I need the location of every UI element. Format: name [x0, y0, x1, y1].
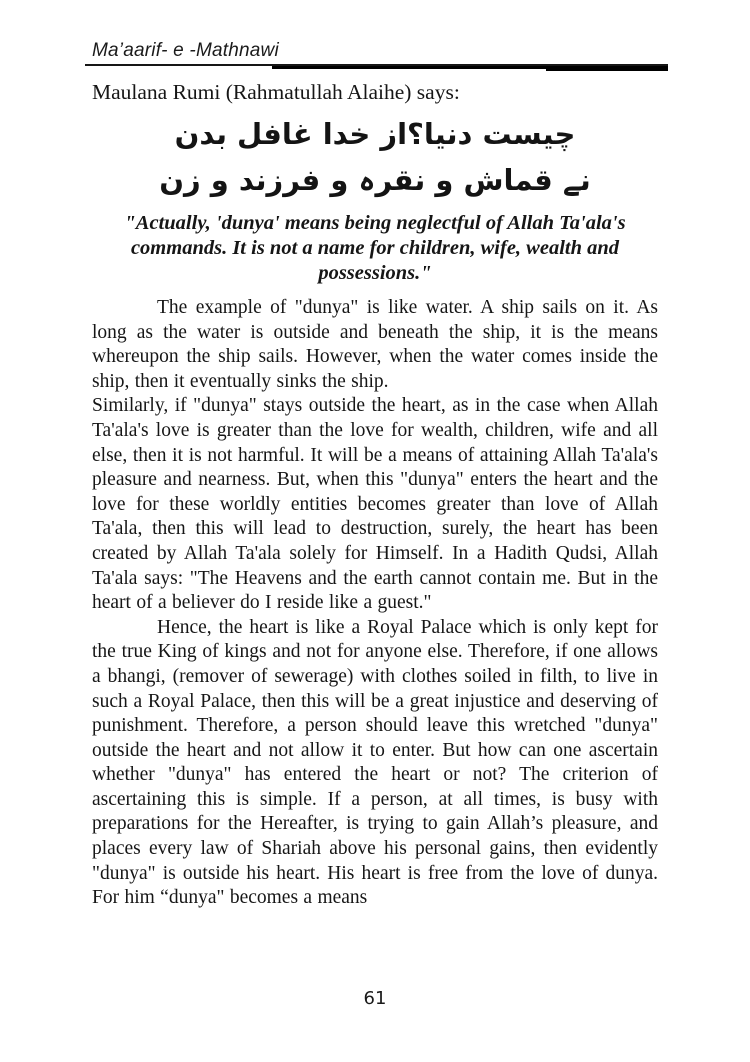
persian-verse-line-1: چیست دنیا؟از خدا غافل بدن — [174, 117, 576, 151]
intro-line: Maulana Rumi (Rahmatullah Alaihe) says: — [92, 80, 460, 104]
body-paragraph-1: The example of "dunya" is like water. A ship sails on it. As long as the water is outside and beneath the ship, it is the means whereupon the ship sails. However, when the water comes inside the ship, then it eventually sinks the ship. — [92, 297, 658, 392]
body-paragraph-2: Similarly, if "dunya" stays outside the heart, as in the case when Allah Ta'ala's love is greater than the love for wealth, children, wife and all else, then it is not harmful. It will be a means of attaining Allah Ta'ala's pleasure and nearness. But, when this "dunya" enters the heart and the love for these worldly entities becomes greater than love of Allah Ta'ala, then this will lead to destruction, surely, the heart has been created by Allah Ta'ala solely for Himself. In a Hadith Qudsi, Allah Ta'ala says: "The Heavens and the earth cannot contain me. But in the heart of a believer do I reside like a guest." — [92, 395, 658, 614]
translation-quote: "Actually, 'dunya' means being neglectful of Allah Ta'ala's commands. It is not a name for children, wife, wealth and possessions." — [124, 212, 626, 284]
page-number: 61 — [363, 988, 387, 1009]
persian-verse-line-2: نے قماش و نقرہ و فرزند و زن — [159, 163, 591, 197]
running-header — [92, 40, 658, 73]
page-content-column — [92, 40, 658, 911]
persian-verse — [92, 111, 658, 203]
body-paragraph-3: Hence, the heart is like a Royal Palace which is only kept for the true King of kings and not for anyone else. Therefore, if one allows a bhangi, (remover of sewerage) with clothes soiled in filth, to live in such a Royal Palace, then this will be a great injustice and deserving of punishment. Therefore, a person should leave this wretched "dunya" outside the heart and not allow it to enter. But how can one ascertain whether "dunya" has entered the heart or not? The criterion of ascertaining this is simple. If a person, at all times, is busy with preparations for the Hereafter, is trying to gain Allah’s pleasure, and places every law of Shariah above his personal gains, then evidently "dunya" is outside his heart. His heart is free from the love of dunya. For him “dunya" becomes a means — [92, 616, 658, 909]
running-header-title: Ma’aarif- e -Mathnawi — [92, 40, 279, 61]
header-rule-segment — [546, 69, 668, 71]
header-rule — [85, 64, 668, 73]
